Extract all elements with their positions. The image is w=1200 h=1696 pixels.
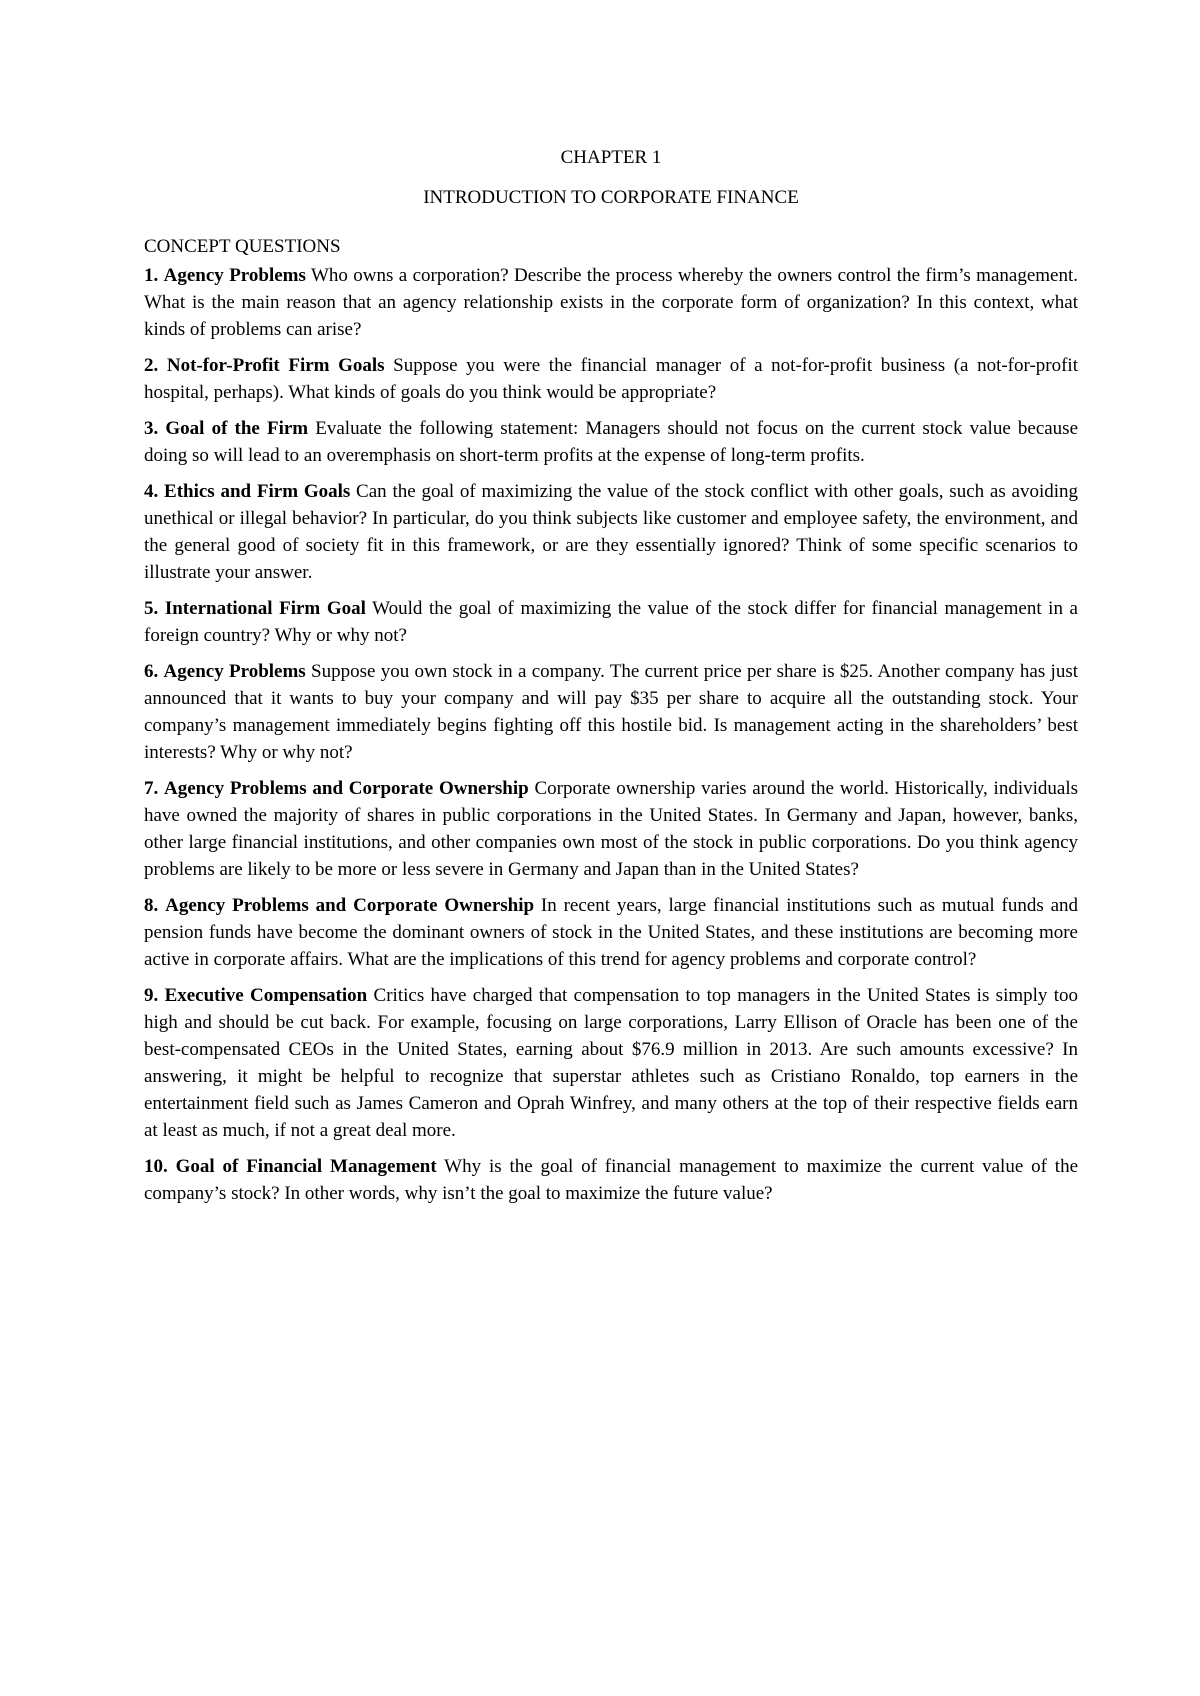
question-title: Agency Problems	[163, 265, 306, 286]
question-item	[144, 595, 1078, 649]
question-number: 10.	[144, 1156, 168, 1177]
question-number: 7.	[144, 778, 159, 799]
question-number: 1.	[144, 265, 159, 286]
question-number: 2.	[144, 355, 159, 376]
question-text: Would the goal of maximizing the value of the stock differ for financial management in a foreign country? Why or why not?	[144, 598, 1078, 646]
question-item	[144, 415, 1078, 469]
question-title: Agency Problems	[163, 661, 306, 682]
question-text: Suppose you were the financial manager of a not-for-profit business (a not-for-profit hospital, perhaps). What kinds of goals do you think would be appropriate?	[144, 355, 1078, 403]
question-text: Who owns a corporation? Describe the process whereby the owners control the firm’s management. What is the main reason that an agency relationship exists in the corporate form of organization? In this context, what kinds of problems can arise?	[144, 265, 1079, 340]
question-title: Ethics and Firm Goals	[164, 481, 351, 502]
question-title: Goal of Financial Management	[175, 1156, 437, 1177]
question-item	[144, 352, 1078, 406]
question-text: Critics have charged that compensation to top managers in the United States is simply too high and should be cut back. For example, focusing on large corporations, Larry Ellison of Oracle has been one of the best-compensated CEOs in the United States, earning about $76.9 million in 2013. Are such amounts excessive? In answering, it might be helpful to recognize that superstar athletes such as Cristiano Ronaldo, top earners in the entertainment field such as James Cameron and Oprah Winfrey, and many others at the top of their respective fields earn at least as much, if not a great deal more.	[144, 985, 1079, 1141]
question-number: 6.	[144, 661, 159, 682]
question-item	[144, 775, 1078, 883]
question-text: Suppose you own stock in a company. The current price per share is $25. Another company has just announced that it wants to buy your company and will pay $35 per share to acquire all the outstanding stock. Your company’s management immediately begins fighting off this hostile bid. Is management acting in the shareholders’ best interests? Why or why not?	[144, 661, 1079, 763]
question-title: Agency Problems and Corporate Ownership	[164, 778, 529, 799]
question-number: 5.	[144, 598, 159, 619]
question-title: Goal of the Firm	[165, 418, 309, 439]
question-text: Why is the goal of financial management to maximize the current value of the company’s stock? In other words, why isn’t the goal to maximize the future value?	[144, 1156, 1079, 1204]
question-item	[144, 892, 1078, 973]
question-text: In recent years, large financial institutions such as mutual funds and pension funds have become the dominant owners of stock in the United States, and these institutions are becoming more active in corporate affairs. What are the implications of this trend for agency problems and corporate control?	[144, 895, 1079, 970]
section-heading: CONCEPT QUESTIONS	[144, 236, 341, 257]
question-item	[144, 478, 1078, 586]
question-item	[144, 1153, 1078, 1207]
question-title: Not-for-Profit Firm Goals	[166, 355, 385, 376]
document-page	[144, 146, 1078, 1216]
question-number: 9.	[144, 985, 159, 1006]
question-text: Can the goal of maximizing the value of the stock conflict with other goals, such as avoiding unethical or illegal behavior? In particular, do you think subjects like customer and employee safety, the environment, and the general good of society fit in this framework, or are they essentially ignored? Think of some specific scenarios to illustrate your answer.	[144, 481, 1079, 583]
question-number: 4.	[144, 481, 159, 502]
question-item	[144, 982, 1078, 1144]
question-title: International Firm Goal	[164, 598, 366, 619]
question-number: 8.	[144, 895, 159, 916]
chapter-title: INTRODUCTION TO CORPORATE FINANCE	[423, 187, 799, 208]
question-list	[144, 262, 1078, 1207]
question-text: Corporate ownership varies around the world. Historically, individuals have owned the majority of shares in public corporations in the United States. In Germany and Japan, however, banks, other large financial institutions, and other companies own most of the stock in public corporations. Do you think agency problems are likely to be more or less severe in Germany and Japan than in the United States?	[144, 778, 1079, 880]
question-text: Evaluate the following statement: Managers should not focus on the current stock value because doing so will lead to an overemphasis on short-term profits at the expense of long-term profits.	[144, 418, 1079, 466]
question-title: Agency Problems and Corporate Ownership	[165, 895, 535, 916]
question-title: Executive Compensation	[164, 985, 368, 1006]
question-item	[144, 658, 1078, 766]
question-number: 3.	[144, 418, 159, 439]
chapter-heading: CHAPTER 1	[560, 147, 662, 168]
question-item	[144, 262, 1078, 343]
